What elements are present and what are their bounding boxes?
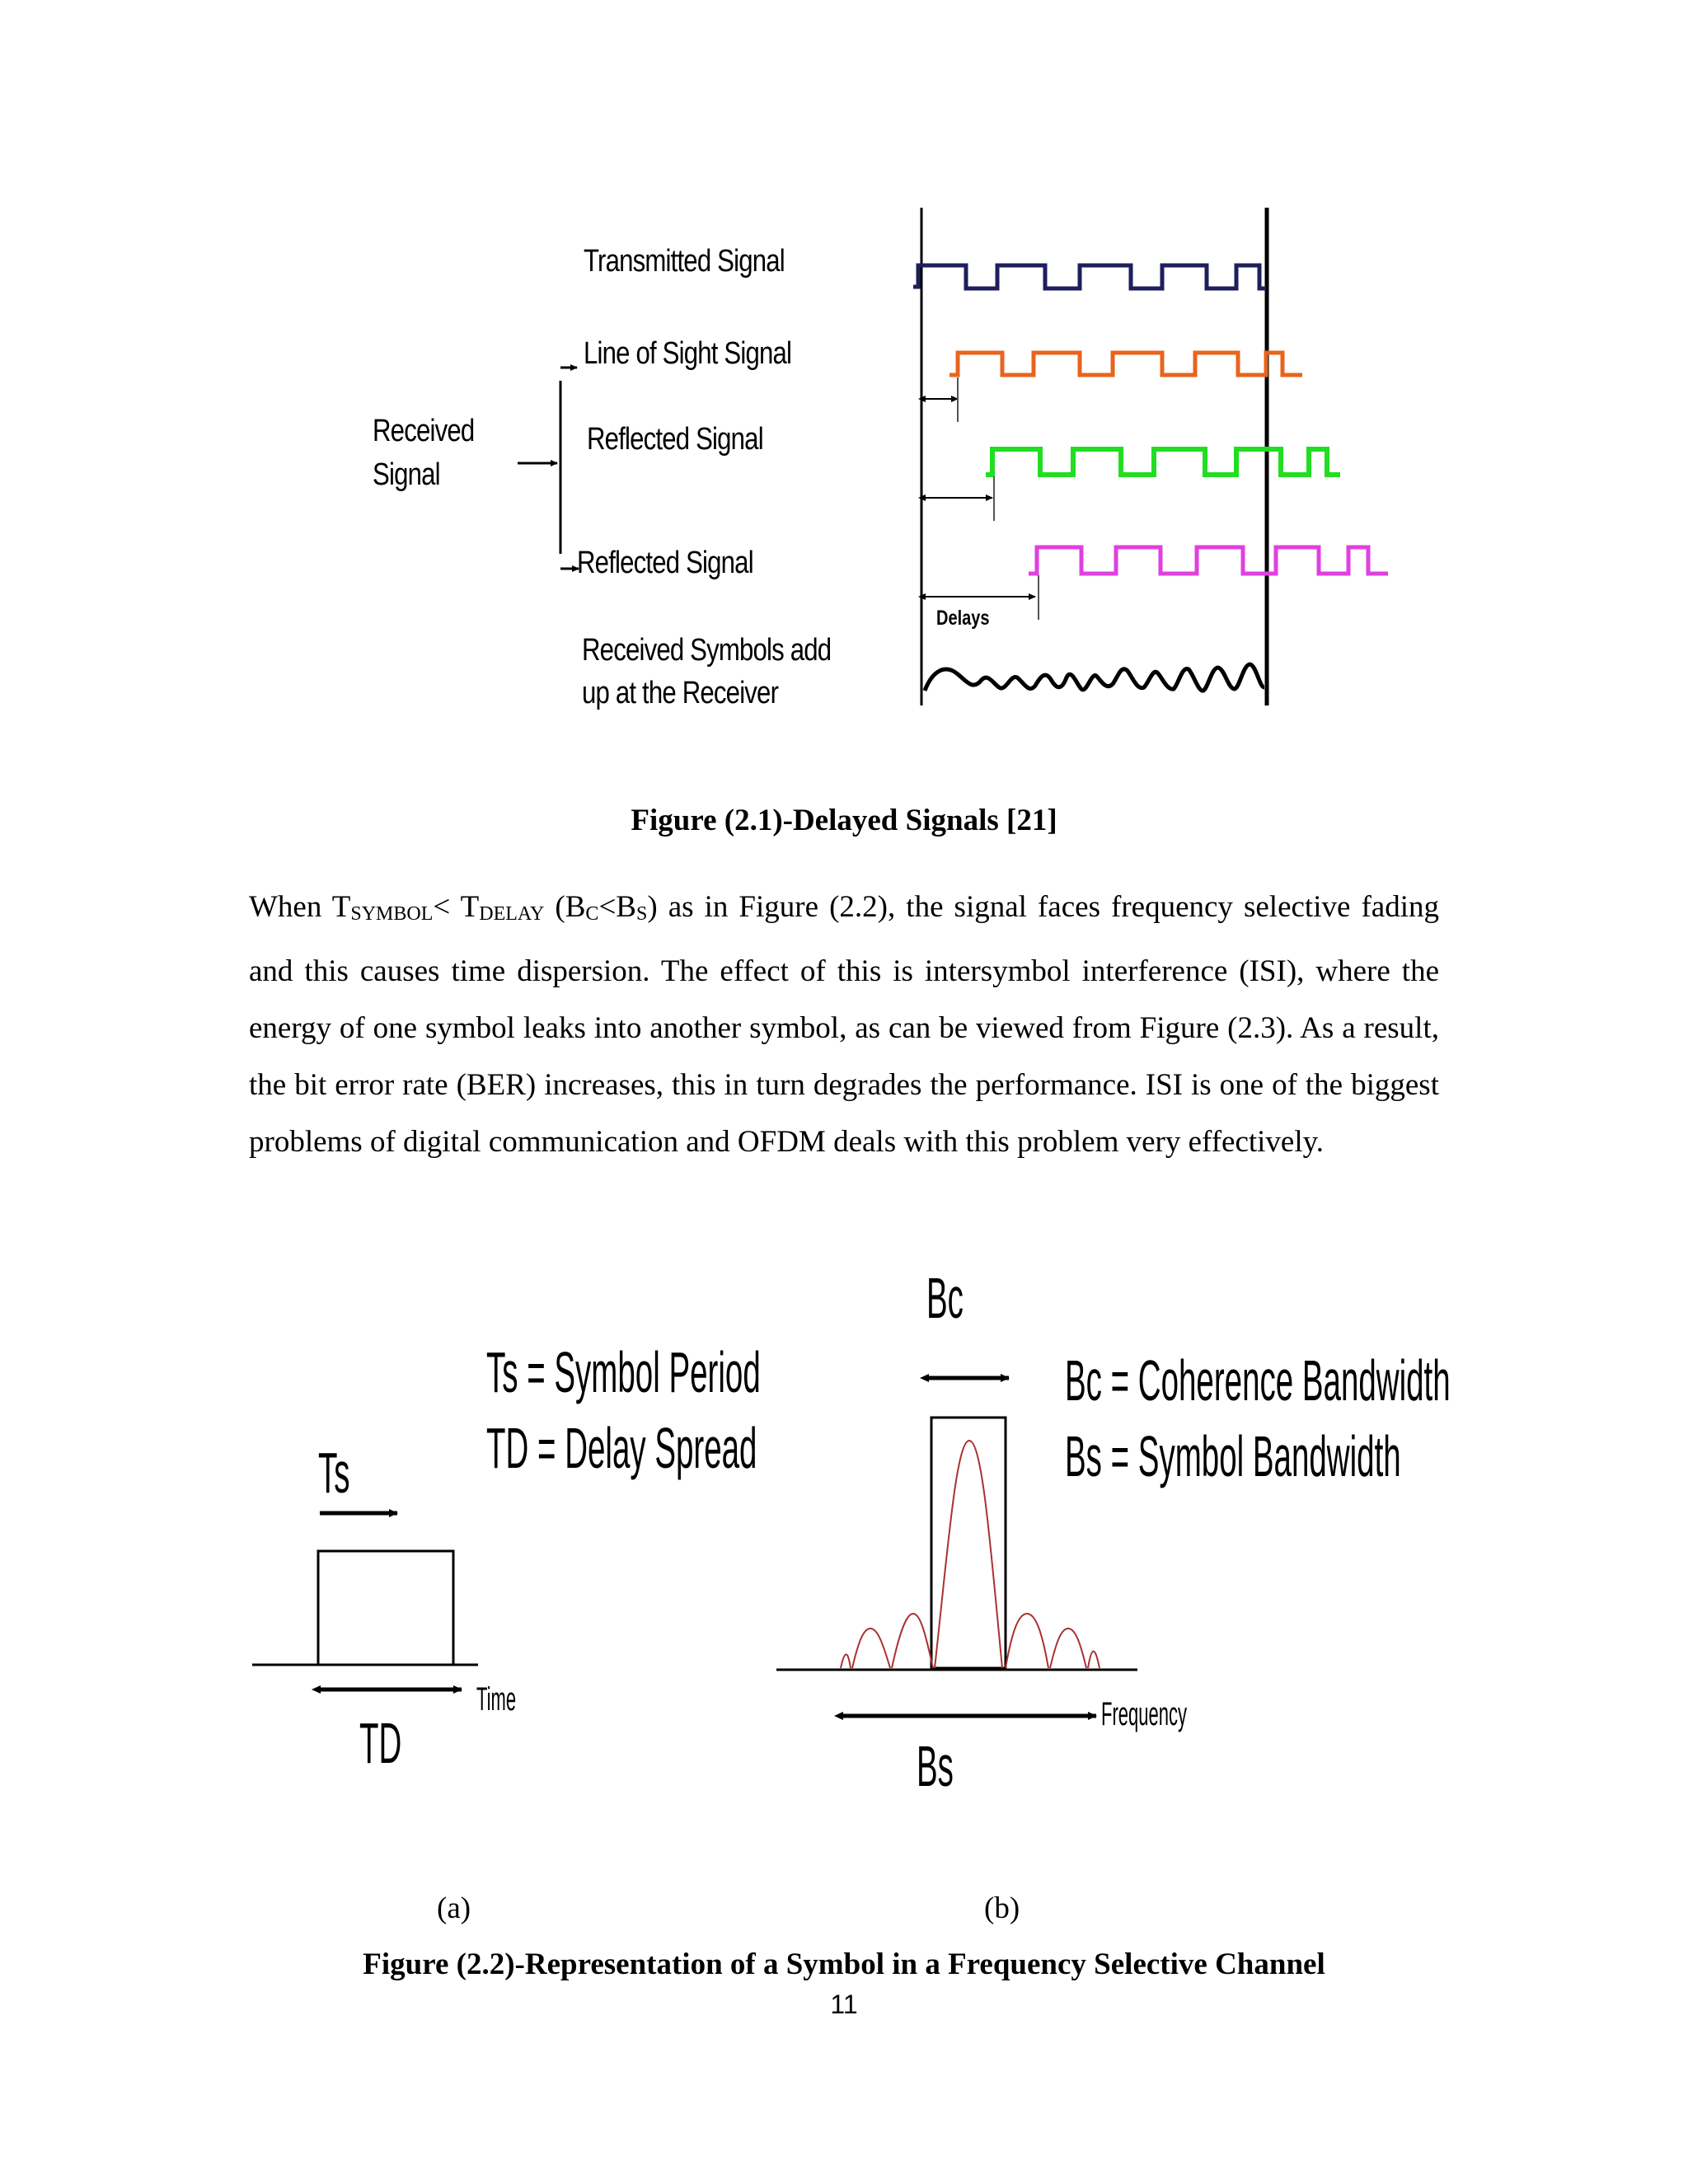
bs-definition: Bs = Symbol Bandwidth — [1065, 1424, 1401, 1488]
side-lobe-left-2 — [852, 1629, 890, 1668]
transmitted-wave — [913, 265, 1266, 288]
ts-label: Ts — [318, 1441, 350, 1505]
figure-2-1-caption: Figure (2.1)-Delayed Signals [21] — [631, 804, 1057, 837]
ts-definition: Ts = Symbol Period — [486, 1340, 761, 1404]
delayed-signals-diagram — [0, 0, 1688, 742]
reflected-wave-1 — [986, 449, 1340, 475]
frequency-label: Frequency — [1101, 1696, 1187, 1732]
side-lobe-left-1 — [892, 1614, 933, 1668]
side-lobe-right-1 — [1006, 1614, 1048, 1668]
received-symbols-label-line2: up at the Receiver — [582, 676, 779, 710]
panel-b-label: (b) — [984, 1891, 1020, 1925]
received-signal-label-line1: Received — [373, 414, 475, 448]
panel-a-label: (a) — [437, 1891, 471, 1925]
td-label: TD — [359, 1711, 402, 1775]
bs-label: Bs — [917, 1734, 954, 1798]
figure-2-2-caption: Figure (2.2)-Representation of a Symbol in a Frequency Selective Channel — [363, 1947, 1325, 1981]
page-number: 11 — [830, 1990, 858, 2019]
coherence-band-box — [931, 1418, 1006, 1668]
side-lobe-right-2 — [1050, 1629, 1086, 1668]
frequency-selective-diagram — [0, 1236, 1688, 1863]
main-lobe — [935, 1441, 1002, 1668]
line-of-sight-wave — [950, 353, 1302, 375]
bc-definition: Bc = Coherence Bandwidth — [1065, 1348, 1451, 1413]
reflected-signal-label-2: Reflected Signal — [577, 546, 753, 580]
received-symbols-label-line1: Received Symbols add — [582, 633, 832, 668]
reflected-wave-2 — [1029, 547, 1388, 574]
body-paragraph: When $T_{SYMBOL}< T_{DELAY}$ $(B_C<B_S)$ as in Figure (2.2), the signal faces frequency selective fading and this causes time dispersion. The effect of this is intersymbol interference (ISI), where the energy of one symbol leaks into another symbol, as can be viewed from Figure (2.3). As a result, the bit error rate (BER) increases, this in turn degrades the performance. ISI is one of the biggest problems of digital communication and OFDM deals with this problem very effectively. — [249, 890, 1439, 1159]
received-signal-label-line2: Signal — [373, 457, 440, 492]
symbol-pulse — [318, 1551, 453, 1665]
reflected-signal-label-1: Reflected Signal — [587, 422, 763, 457]
delays-label: Delays — [936, 607, 990, 630]
line-of-sight-label: Line of Sight Signal — [584, 336, 792, 371]
td-definition: TD = Delay Spread — [486, 1416, 757, 1480]
time-label: Time — [476, 1681, 517, 1718]
received-noisy-wave — [925, 664, 1264, 691]
transmitted-signal-label: Transmitted Signal — [584, 244, 785, 279]
bc-label: Bc — [926, 1266, 964, 1330]
